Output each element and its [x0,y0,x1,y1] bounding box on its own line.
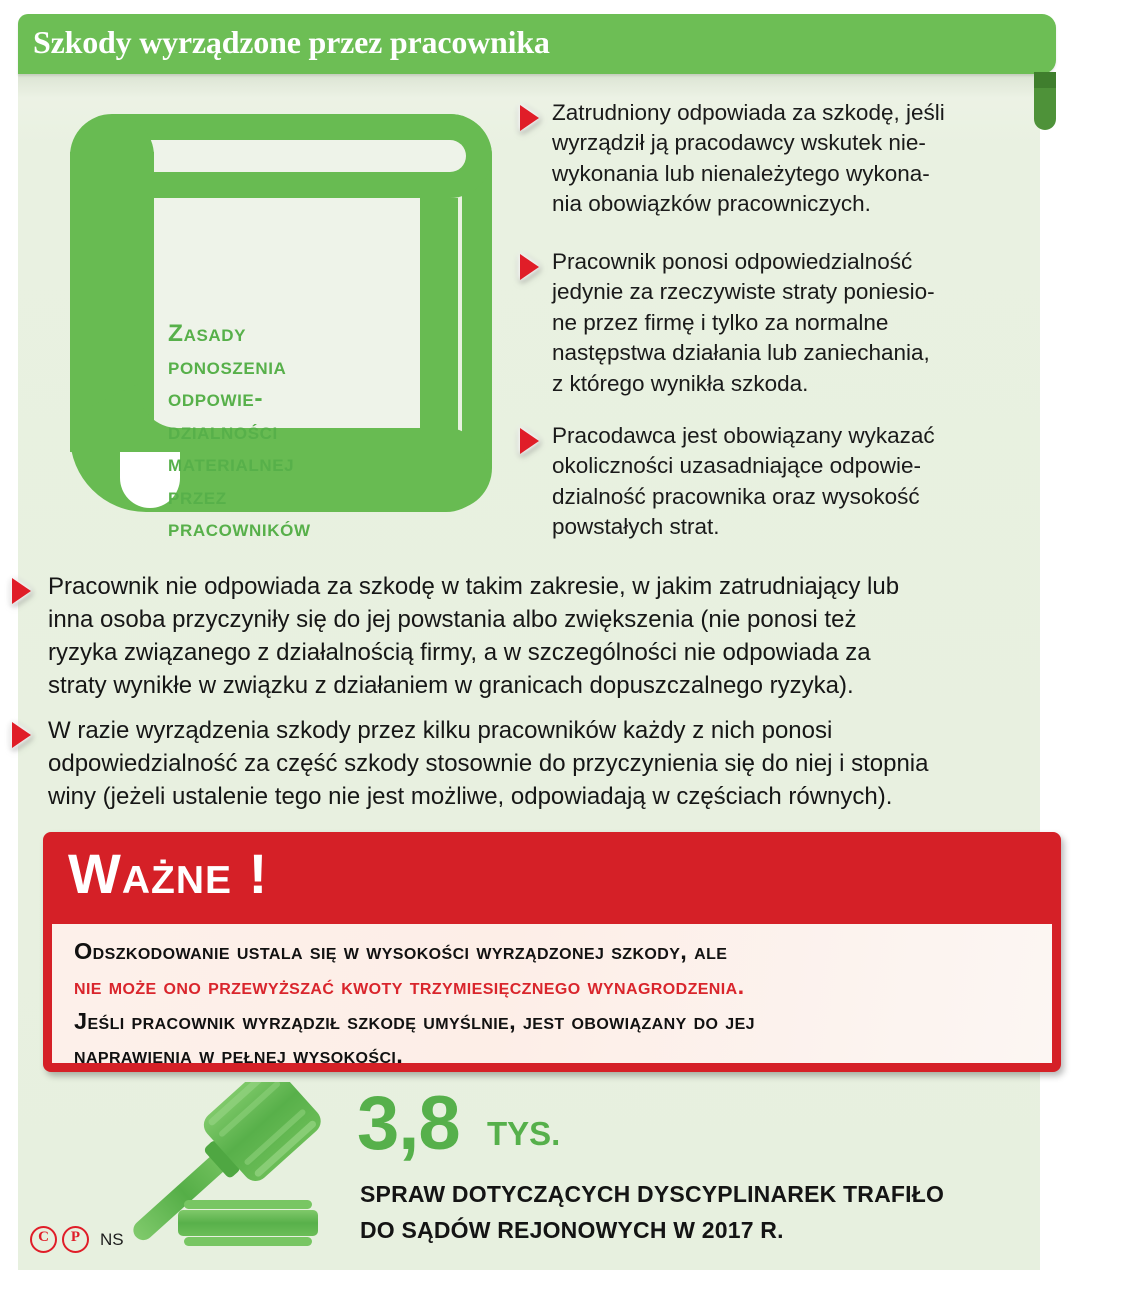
bullet-line: inna osoba przyczyniły się do jej powstania albo zwiększenia (nie ponosi też [48,606,857,633]
warning-panel [52,924,1052,1068]
bullet-line: powstałych strat. [552,514,720,540]
stat-unit: TYS. [487,1115,561,1152]
bullet-line: straty wynikłe w związku z działaniem w granicach dopuszczalnego ryzyka). [48,672,854,699]
warning-line: Jeśli pracownik wyrządził szkodę umyślnie, jest obowiązany do jej [74,1008,755,1034]
bullet-line: jedynie za rzeczywiste straty poniesio- [552,279,935,305]
scroll-label-line: ponoszenia [168,352,287,380]
warning-line: naprawienia w pełnej wysokości. [74,1042,404,1068]
stat-description [360,1177,1000,1248]
red-triangle-bullet-icon [520,105,539,131]
bullet-line: z którego wynikła szkoda. [552,370,809,396]
credit-block [30,1226,124,1253]
bullet-line: winy (jeżeli ustalenie tego nie jest możliwe, odpowiadają w częściach równych). [48,783,893,810]
page-title: Szkody wyrządzone przez pracownika [33,24,550,60]
bullet-text [552,98,1022,220]
stat-number: 3,8 [357,1081,460,1166]
warning-line-highlight: nie może ono przewyższać kwoty trzymiesięcznego wynagrodzenia. [74,973,745,999]
bullet-line: dzialność pracownika oraz wysokość [552,483,920,509]
bullet-text [48,714,1036,813]
bullet-text [552,247,1022,399]
copyright-icon: C [30,1226,57,1253]
bullet-line: nia obowiązków pracowniczych. [552,191,871,217]
red-triangle-bullet-icon [520,428,539,454]
scroll-label-line: materialnej [168,450,295,478]
header-fold-shadow-dark [1034,72,1056,88]
stat-description-line: SPRAW DOTYCZĄCYCH DYSCYPLINAREK TRAFIŁO [360,1181,945,1207]
bullet-line: Pracodawca jest obowiązany wykazać [552,423,935,448]
bullet-line: ryzyka związanego z działalnością firmy, a w szczególności nie odpowiada za [48,639,871,666]
scroll-label-line: odpowie- [168,385,264,413]
red-triangle-bullet-icon [12,578,31,604]
bullet-line: wyrządził ją pracodawcy wskutek nie- [552,130,926,156]
warning-line: Odszkodowanie ustala się w wysokości wyrządzonej szkody, ale [74,938,728,964]
bullet-line: wykonania lub nienależytego wykona- [552,160,930,186]
scroll-label-line: dzialności [168,417,278,445]
bullet-line: Pracownik nie odpowiada za szkodę w takim zakresie, w jakim zatrudniający lub [48,573,900,600]
bullet-text [48,570,1036,702]
phonogram-icon: P [62,1226,89,1253]
scroll-document-icon [22,96,492,543]
warning-title: Ważne ! [68,842,269,905]
bullet-line: Pracownik ponosi odpowiedzialność [552,249,913,274]
stat-description-line: DO SĄDÓW REJONOWYCH W 2017 R. [360,1216,784,1243]
bullet-text [552,421,1022,543]
bullet-line: ne przez firmę i tylko za normalne [552,309,889,335]
bullet-line: odpowiedzialność za część szkody stosownie do przyczynienia się do niej i stopnia [48,750,929,777]
gavel-icon [112,1082,342,1257]
red-triangle-bullet-icon [520,254,539,280]
scroll-label-line: Zasady [168,320,247,347]
credit-source: NS [100,1229,124,1249]
bullet-line: Zatrudniony odpowiada za szkodę, jeśli [552,100,945,125]
scroll-label-line: pracowników [168,515,311,543]
bullet-line: następstwa działania lub zaniechania, [552,340,930,366]
scroll-label-line: przez [168,482,227,510]
bullet-line: okoliczności uzasadniające odpowie- [552,453,921,479]
warning-box [43,832,1061,1072]
bullet-line: W razie wyrządzenia szkody przez kilku pracowników każdy z nich ponosi [48,717,833,744]
red-triangle-bullet-icon [12,722,31,748]
scroll-label [168,318,468,546]
